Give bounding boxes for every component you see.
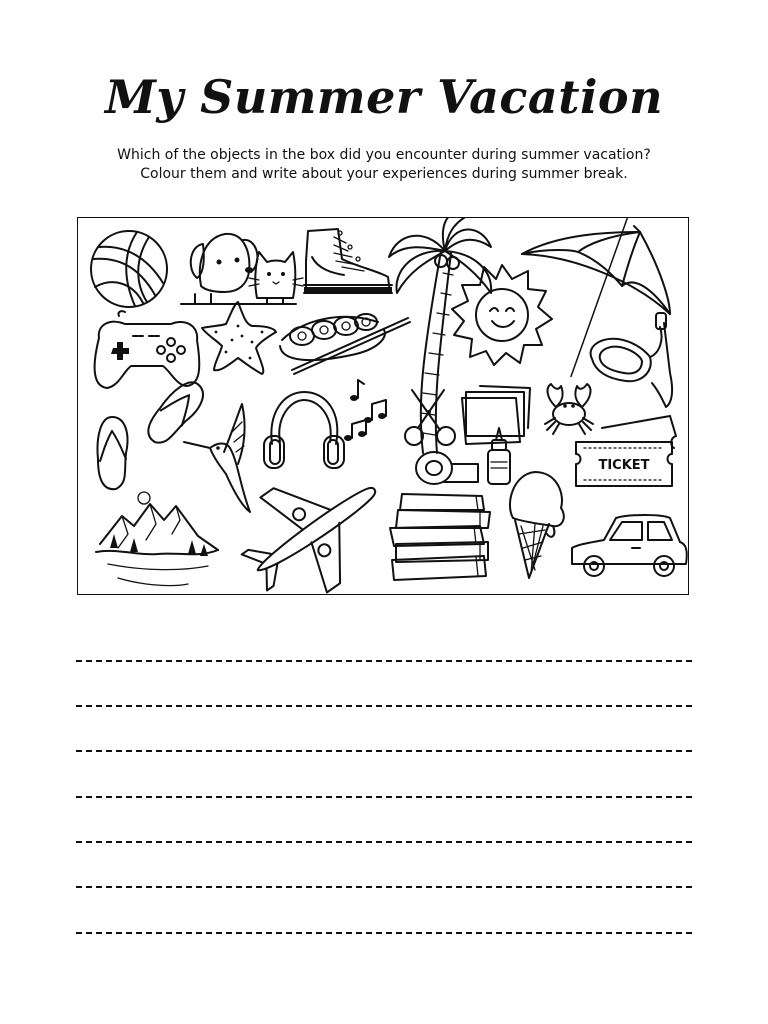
hummingbird-icon: [184, 404, 250, 512]
sushi-icon: [280, 314, 410, 374]
tape-icon: [416, 452, 478, 484]
moon-icon: [138, 492, 150, 504]
ice-cream-icon: [510, 472, 564, 578]
page-title: My Summer Vacation: [104, 70, 664, 124]
writing-line[interactable]: [76, 660, 692, 662]
puppy-icon: [181, 234, 296, 304]
palm-tree-icon: [389, 218, 491, 453]
writing-line[interactable]: [76, 796, 692, 798]
boot-icon: [304, 229, 392, 293]
sun-icon: [452, 265, 552, 365]
writing-line[interactable]: [76, 886, 692, 888]
instruction-line-2: Colour them and write about your experiences during summer break.: [140, 166, 628, 182]
starfish-icon: [202, 302, 276, 374]
mountains-icon: [96, 504, 218, 586]
headphones-icon: [264, 392, 344, 468]
objects-illustration: [78, 218, 690, 596]
writing-line[interactable]: [76, 932, 692, 934]
volleyball-icon: [91, 231, 167, 307]
airplane-icon: [221, 441, 407, 596]
writing-line[interactable]: [76, 705, 692, 707]
snorkel-mask-icon: [591, 313, 672, 407]
music-notes-icon: [344, 380, 386, 441]
flip-flop-icon: [141, 375, 210, 450]
scissors-icon: [405, 390, 455, 445]
writing-line[interactable]: [76, 750, 692, 752]
ticket-label: TICKET: [598, 458, 650, 473]
crab-icon: [545, 384, 593, 434]
books-icon: [390, 494, 490, 580]
instruction-line-1: Which of the objects in the box did you encounter during summer vacation?: [117, 147, 651, 163]
objects-box: [77, 217, 689, 595]
writing-line[interactable]: [76, 841, 692, 843]
ticket-icon: [576, 416, 676, 486]
flip-flop-icon: [98, 417, 128, 489]
game-controller-icon: [95, 311, 200, 388]
instructions: [40, 146, 728, 184]
kitten-icon: [249, 252, 303, 304]
car-icon: [572, 515, 687, 576]
sticky-notes-icon: [462, 386, 530, 444]
beach-umbrella-icon: [522, 218, 670, 377]
